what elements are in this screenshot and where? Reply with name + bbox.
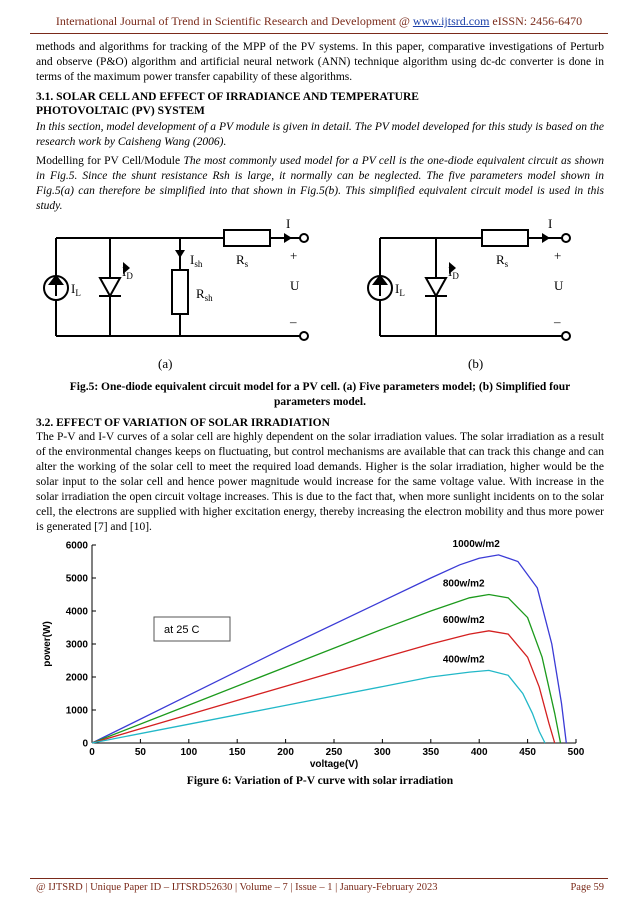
chart-ticks: [65, 538, 585, 759]
circuit-a-u: U: [290, 278, 300, 293]
fig6-caption: Figure 6: Variation of P-V curve with solar irradiation: [186, 775, 454, 787]
circuit-b-plus: +: [554, 248, 562, 263]
circuit-a-labels: [71, 218, 300, 371]
journal-issn: eISSN: 2456-6470: [492, 14, 583, 28]
circuit-b-labels: [395, 218, 564, 371]
circuit-a-il-label: [71, 281, 81, 298]
circuit-a-rs-main: R: [236, 252, 245, 267]
x-axis-label: voltage(V): [309, 759, 359, 770]
section-3-1-heading-line2: PHOTOVOLTAIC (PV) SYSTEM: [36, 105, 205, 117]
section-3-1-heading-line1: 3.1. SOLAR CELL AND EFFECT OF IRRADIANCE AND TEMPERATURE: [36, 91, 419, 103]
running-header: [0, 14, 638, 29]
circuit-a-rs-label: [236, 252, 249, 269]
circuit-a-rsh-main: R: [196, 286, 205, 301]
y-tick-label: 3000: [65, 639, 88, 651]
series-label-3: 400w/m2: [442, 654, 485, 666]
section-3-2-paragraph: The P-V and I-V curves of a solar cell are highly dependent on the solar irradiation values. The solar irradiation as a result of the environmental changes keeps on fluctuating, but control mechanisms are available that can track this change and can alter the working of the solar cell to meet the required load demands. Higher is the solar irradiation, higher would be the solar input to the solar cell and hence power magnitude would increase for the same voltage value. With increase in the solar irradiation the open circuit voltage increases. This is due to the fact that, when more sunlight incidents on to the solar cell, the electrons are supplied with higher excitation energy, thereby increasing the electron mobility and thus more power is generated [7] and [10].: [36, 431, 604, 533]
circuit-b-minus: –: [554, 314, 561, 329]
circuit-b-il-sub: L: [399, 288, 405, 298]
modelling-lead: Modelling for PV Cell/Module: [36, 155, 184, 167]
circuit-b-rs-label: [496, 252, 509, 269]
circuit-b-terminal-bottom: [562, 332, 570, 340]
circuit-b-diode: [426, 278, 446, 296]
y-tick-label: 1000: [65, 705, 88, 717]
circuit-a-rsh-resistor: [172, 270, 188, 314]
circuit-a-minus: –: [290, 314, 297, 329]
fig5-circuit-diagram: [36, 218, 604, 374]
circuit-a-arrows: [123, 233, 292, 274]
x-tick-label: 350: [422, 747, 440, 758]
circuit-a-i-label: I: [286, 218, 291, 231]
series-label-0: 1000w/m2: [452, 538, 500, 550]
x-tick-label: 250: [325, 747, 343, 758]
page-footer: [36, 882, 604, 893]
circuit-a-rsh-sub: sh: [204, 293, 213, 303]
circuit-b-il-label: [395, 281, 405, 298]
circuit-a-il-main: I: [71, 281, 76, 296]
journal-url-link[interactable]: www.ijtsrd.com: [412, 14, 490, 28]
circuit-b-i-arrow: [542, 233, 550, 243]
x-tick-label: 300: [374, 747, 391, 758]
circuit-b-u: U: [554, 278, 564, 293]
page-number: Page 59: [570, 882, 604, 893]
circuit-a: [44, 230, 308, 340]
circuit-b-rs-main: R: [496, 252, 505, 267]
y-tick-label: 2000: [65, 672, 88, 684]
series-line-2: [92, 631, 555, 743]
x-tick-label: 400: [470, 747, 488, 758]
circuit-b-id-sub: D: [452, 271, 459, 281]
x-tick-label: 200: [277, 747, 294, 758]
circuit-a-terminal-bottom: [300, 332, 308, 340]
circuit-a-rsh-label: [196, 286, 213, 303]
footer-rule: [30, 878, 608, 879]
series-label-1: 800w/m2: [442, 578, 485, 590]
chart-axes: [92, 545, 576, 743]
section-3-2-heading: 3.2. EFFECT OF VARIATION OF SOLAR IRRADIATION: [36, 417, 330, 429]
circuit-a-terminal-top: [300, 234, 308, 242]
x-tick-label: 500: [567, 747, 585, 758]
x-tick-label: 450: [519, 747, 536, 758]
circuit-b-id-main: I: [448, 264, 453, 279]
section-3-1-heading: [36, 90, 604, 118]
y-tick-label: 6000: [65, 540, 88, 552]
circuit-a-plus: +: [290, 248, 298, 263]
circuit-a-ish-arrow: [175, 250, 185, 258]
circuit-b-rs-sub: s: [504, 259, 509, 269]
circuit-a-il-sub: L: [75, 288, 81, 298]
x-tick-label: 150: [228, 747, 246, 758]
circuit-a-rs-resistor: [224, 230, 270, 246]
chart-series-labels: [443, 539, 500, 666]
y-tick-label: 0: [82, 738, 88, 750]
circuit-b-terminal-top: [562, 234, 570, 242]
header-rule: [30, 33, 608, 34]
series-line-3: [92, 670, 545, 743]
circuit-b-il-main: I: [395, 281, 400, 296]
circuit-a-id-sub: D: [126, 271, 133, 281]
x-tick-label: 0: [89, 747, 95, 758]
circuit-a-diode: [100, 278, 120, 296]
section-3-1-intro: In this section, model development of a PV module is given in detail. The PV model developed for this study is based on the research work by Caisheng Wang (2006).: [36, 121, 604, 148]
footer-info: @ IJTSRD | Unique Paper ID – IJTSRD52630 | Volume – 7 | Issue – 1 | January-February 2023: [36, 882, 438, 893]
modelling-text: The most commonly used model for a PV cell is the one-diode equivalent circuit as shown in Fig.5. Since the shunt resistance Rsh is large, it normally can be neglected. The five parameters model shown in Fig.5(a) can therefore be simplified into that shown in Fig.5(b). This simplified equivalent circuit model is used in this study.: [36, 155, 604, 212]
circuit-b-tag: (b): [468, 356, 484, 371]
circuit-b-i-label: I: [548, 218, 553, 231]
circuit-a-id-main: I: [122, 264, 127, 279]
y-axis-label: power(W): [42, 621, 53, 667]
fig5-caption-line2: parameters model.: [274, 396, 366, 408]
fig5-caption-line1: Fig.5: One-diode equivalent circuit model for a PV cell. (a) Five parameters model; (b) Simplified four: [69, 381, 571, 393]
annotation-text: at 25 C: [164, 624, 200, 636]
circuit-a-i-arrow: [284, 233, 292, 243]
x-tick-label: 50: [134, 747, 146, 758]
chart-series: [92, 555, 566, 743]
circuit-a-ish-sub: sh: [194, 259, 203, 269]
x-tick-label: 100: [180, 747, 198, 758]
intro-paragraph: methods and algorithms for tracking of the MPP of the PV systems. In this paper, comparative investigations of Perturb and observe (P&O) algorithm and artificial neural network (ANN) technique algorithm using dc-dc converter is done in terms of the maximum power transfer capability of these algorithms.: [36, 41, 604, 83]
fig5-caption: [36, 380, 604, 410]
y-tick-label: 5000: [65, 573, 88, 585]
pv-curve-chart: [36, 537, 596, 771]
circuit-a-tag: (a): [158, 356, 173, 371]
circuit-b-rs-resistor: [482, 230, 528, 246]
journal-name: International Journal of Trend in Scientific Research and Development @: [55, 14, 410, 28]
modelling-paragraph: [36, 154, 604, 214]
circuit-a-ish-main: I: [190, 252, 195, 267]
circuit-a-rs-sub: s: [244, 259, 249, 269]
y-tick-label: 4000: [65, 606, 88, 618]
circuit-a-ish-label: [190, 252, 203, 269]
series-label-2: 600w/m2: [442, 614, 485, 626]
